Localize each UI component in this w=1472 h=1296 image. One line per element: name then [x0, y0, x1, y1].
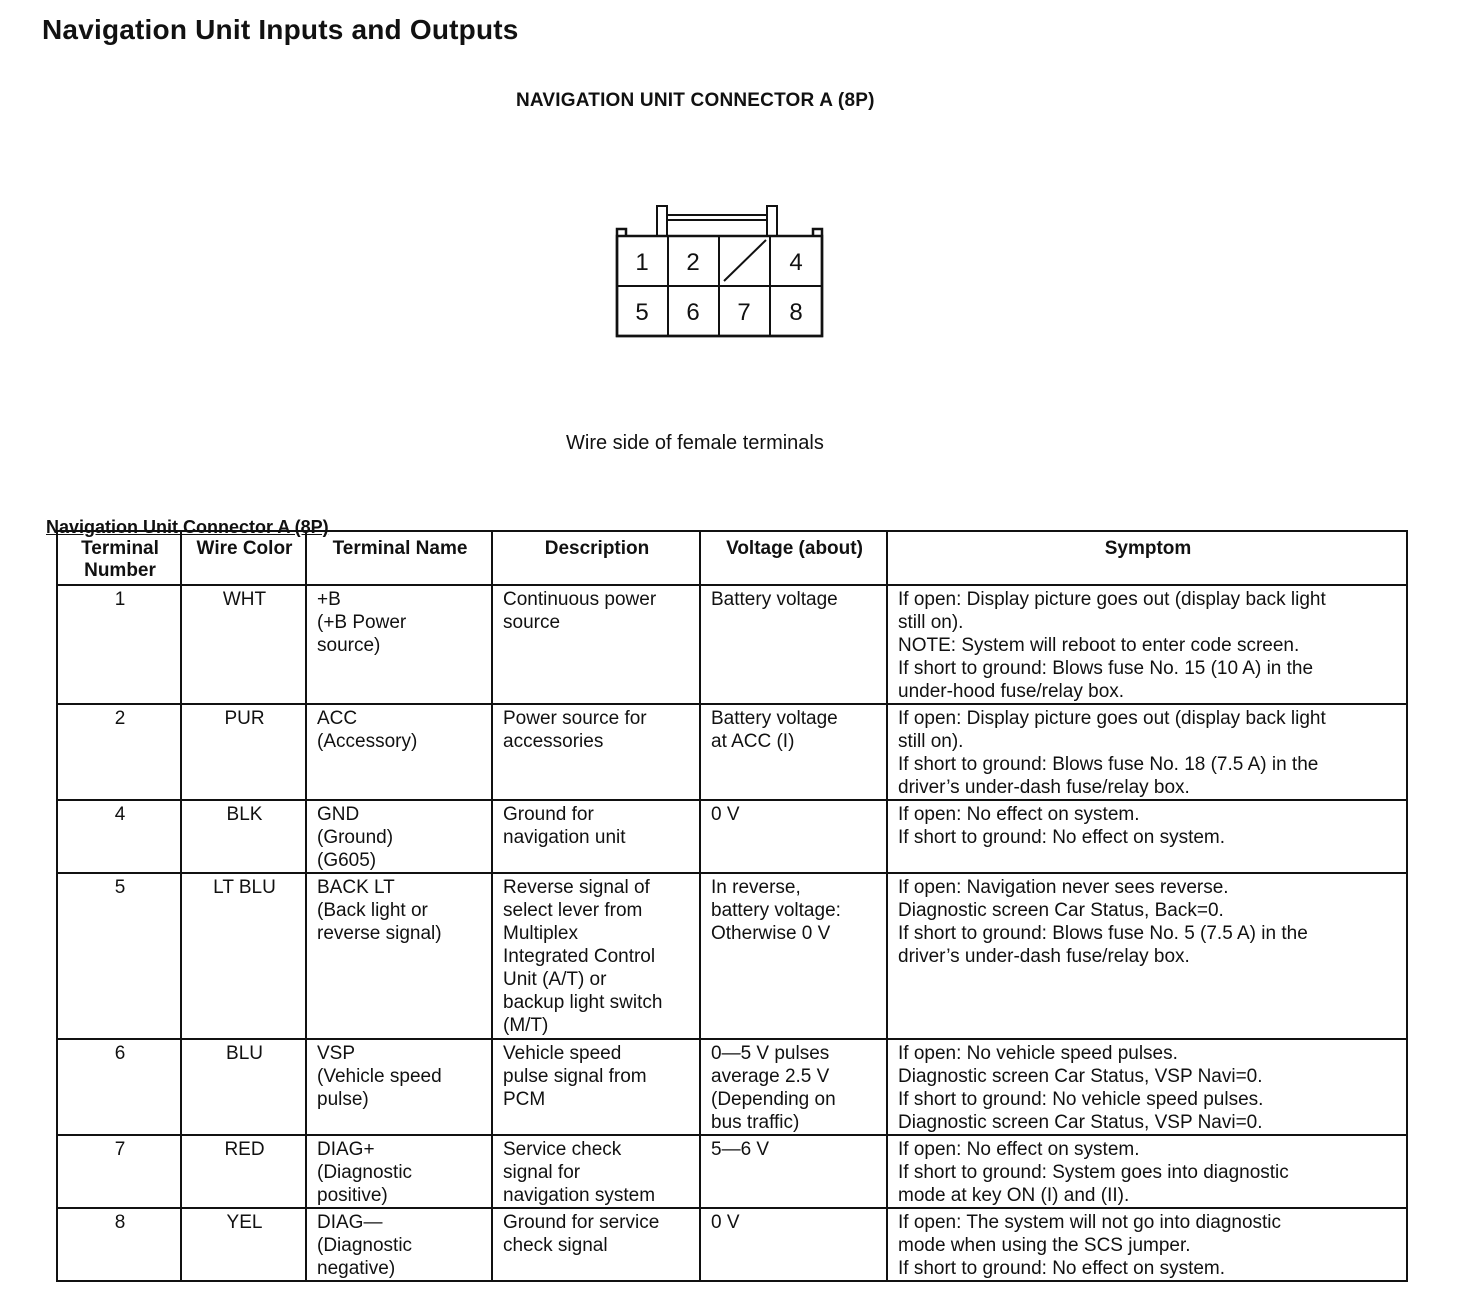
terminal-name: VSP (Vehicle speed pulse)	[306, 1039, 492, 1135]
table-row	[57, 1135, 1407, 1208]
terminal-symptom: If open: No effect on system. If short to ground: No effect on system.	[887, 800, 1407, 873]
table-header-row	[57, 531, 1407, 585]
unused-cavity-slash	[724, 240, 766, 281]
pin-number: 7	[737, 299, 751, 326]
wire-color: YEL	[181, 1208, 306, 1281]
table-row	[57, 704, 1407, 800]
terminal-voltage: In reverse, battery voltage: Otherwise 0 V	[700, 873, 887, 1039]
terminal-number: 4	[57, 800, 181, 873]
pin-number: 4	[789, 249, 803, 276]
table-row	[57, 1039, 1407, 1135]
header-voltage: Voltage (about)	[700, 531, 887, 585]
terminal-name: GND (Ground) (G605)	[306, 800, 492, 873]
terminal-name: ACC (Accessory)	[306, 704, 492, 800]
terminal-voltage: 0 V	[700, 800, 887, 873]
terminal-number: 5	[57, 873, 181, 1039]
table-caption: Navigation Unit Connector A (8P)	[46, 517, 329, 537]
pin-number: 5	[635, 299, 649, 326]
terminal-symptom: If open: No effect on system. If short to ground: System goes into diagnostic mode at key ON (I) and (II).	[887, 1135, 1407, 1208]
terminal-table	[56, 530, 1408, 1282]
terminal-name: DIAG+ (Diagnostic positive)	[306, 1135, 492, 1208]
header-symptom: Symptom	[887, 531, 1407, 585]
connector-lock-tab-left	[657, 206, 667, 236]
terminal-number: 7	[57, 1135, 181, 1208]
table-row	[57, 873, 1407, 1039]
terminal-description: Ground for service check signal	[492, 1208, 700, 1281]
table-row	[57, 1208, 1407, 1281]
pin-number: 2	[686, 249, 700, 276]
terminal-voltage: Battery voltage	[700, 585, 887, 704]
wire-color: LT BLU	[181, 873, 306, 1039]
terminal-voltage: 0 V	[700, 1208, 887, 1281]
terminal-number: 1	[57, 585, 181, 704]
wire-color: BLU	[181, 1039, 306, 1135]
terminal-number: 8	[57, 1208, 181, 1281]
connector-diagram-title: NAVIGATION UNIT CONNECTOR A (8P)	[516, 90, 875, 111]
terminal-description: Power source for accessories	[492, 704, 700, 800]
header-description: Description	[492, 531, 700, 585]
terminal-symptom: If open: The system will not go into diagnostic mode when using the SCS jumper. If short to ground: No effect on system.	[887, 1208, 1407, 1281]
table-row	[57, 585, 1407, 704]
connector-view-caption: Wire side of female terminals	[566, 432, 824, 454]
terminal-number: 6	[57, 1039, 181, 1135]
terminal-number: 2	[57, 704, 181, 800]
pin-number: 8	[789, 299, 803, 326]
wire-color: PUR	[181, 704, 306, 800]
wire-color: RED	[181, 1135, 306, 1208]
terminal-name: BACK LT (Back light or reverse signal)	[306, 873, 492, 1039]
terminal-voltage: Battery voltage at ACC (I)	[700, 704, 887, 800]
pin-number: 1	[635, 249, 649, 276]
terminal-name: +B (+B Power source)	[306, 585, 492, 704]
header-terminal-number: Terminal Number	[57, 531, 181, 585]
table-row	[57, 800, 1407, 873]
terminal-symptom: If open: Display picture goes out (display back light still on). If short to ground: Blows fuse No. 18 (7.5 A) in the driver’s under-dash fuse/relay box.	[887, 704, 1407, 800]
terminal-description: Continuous power source	[492, 585, 700, 704]
connector-lock-tab-right	[767, 206, 777, 236]
terminal-description: Reverse signal of select lever from Multiplex Integrated Control Unit (A/T) or backup light switch (M/T)	[492, 873, 700, 1039]
header-terminal-name: Terminal Name	[306, 531, 492, 585]
connector-diagram	[610, 202, 830, 344]
terminal-symptom: If open: Display picture goes out (display back light still on). NOTE: System will reboot to enter code screen. If short to ground: Blows fuse No. 15 (10 A) in the under-hood fuse/relay box.	[887, 585, 1407, 704]
terminal-description: Vehicle speed pulse signal from PCM	[492, 1039, 700, 1135]
terminal-voltage: 5—6 V	[700, 1135, 887, 1208]
wire-color: WHT	[181, 585, 306, 704]
terminal-symptom: If open: No vehicle speed pulses. Diagnostic screen Car Status, VSP Navi=0. If short to ground: No vehicle speed pulses. Diagnostic screen Car Status, VSP Navi=0.	[887, 1039, 1407, 1135]
header-wire-color: Wire Color	[181, 531, 306, 585]
terminal-voltage: 0—5 V pulses average 2.5 V (Depending on bus traffic)	[700, 1039, 887, 1135]
terminal-description: Ground for navigation unit	[492, 800, 700, 873]
terminal-description: Service check signal for navigation system	[492, 1135, 700, 1208]
pin-number: 6	[686, 299, 700, 326]
wire-color: BLK	[181, 800, 306, 873]
terminal-name: DIAG— (Diagnostic negative)	[306, 1208, 492, 1281]
terminal-symptom: If open: Navigation never sees reverse. Diagnostic screen Car Status, Back=0. If short to ground: Blows fuse No. 5 (7.5 A) in the driver’s under-dash fuse/relay box.	[887, 873, 1407, 1039]
page-title: Navigation Unit Inputs and Outputs	[42, 14, 519, 45]
